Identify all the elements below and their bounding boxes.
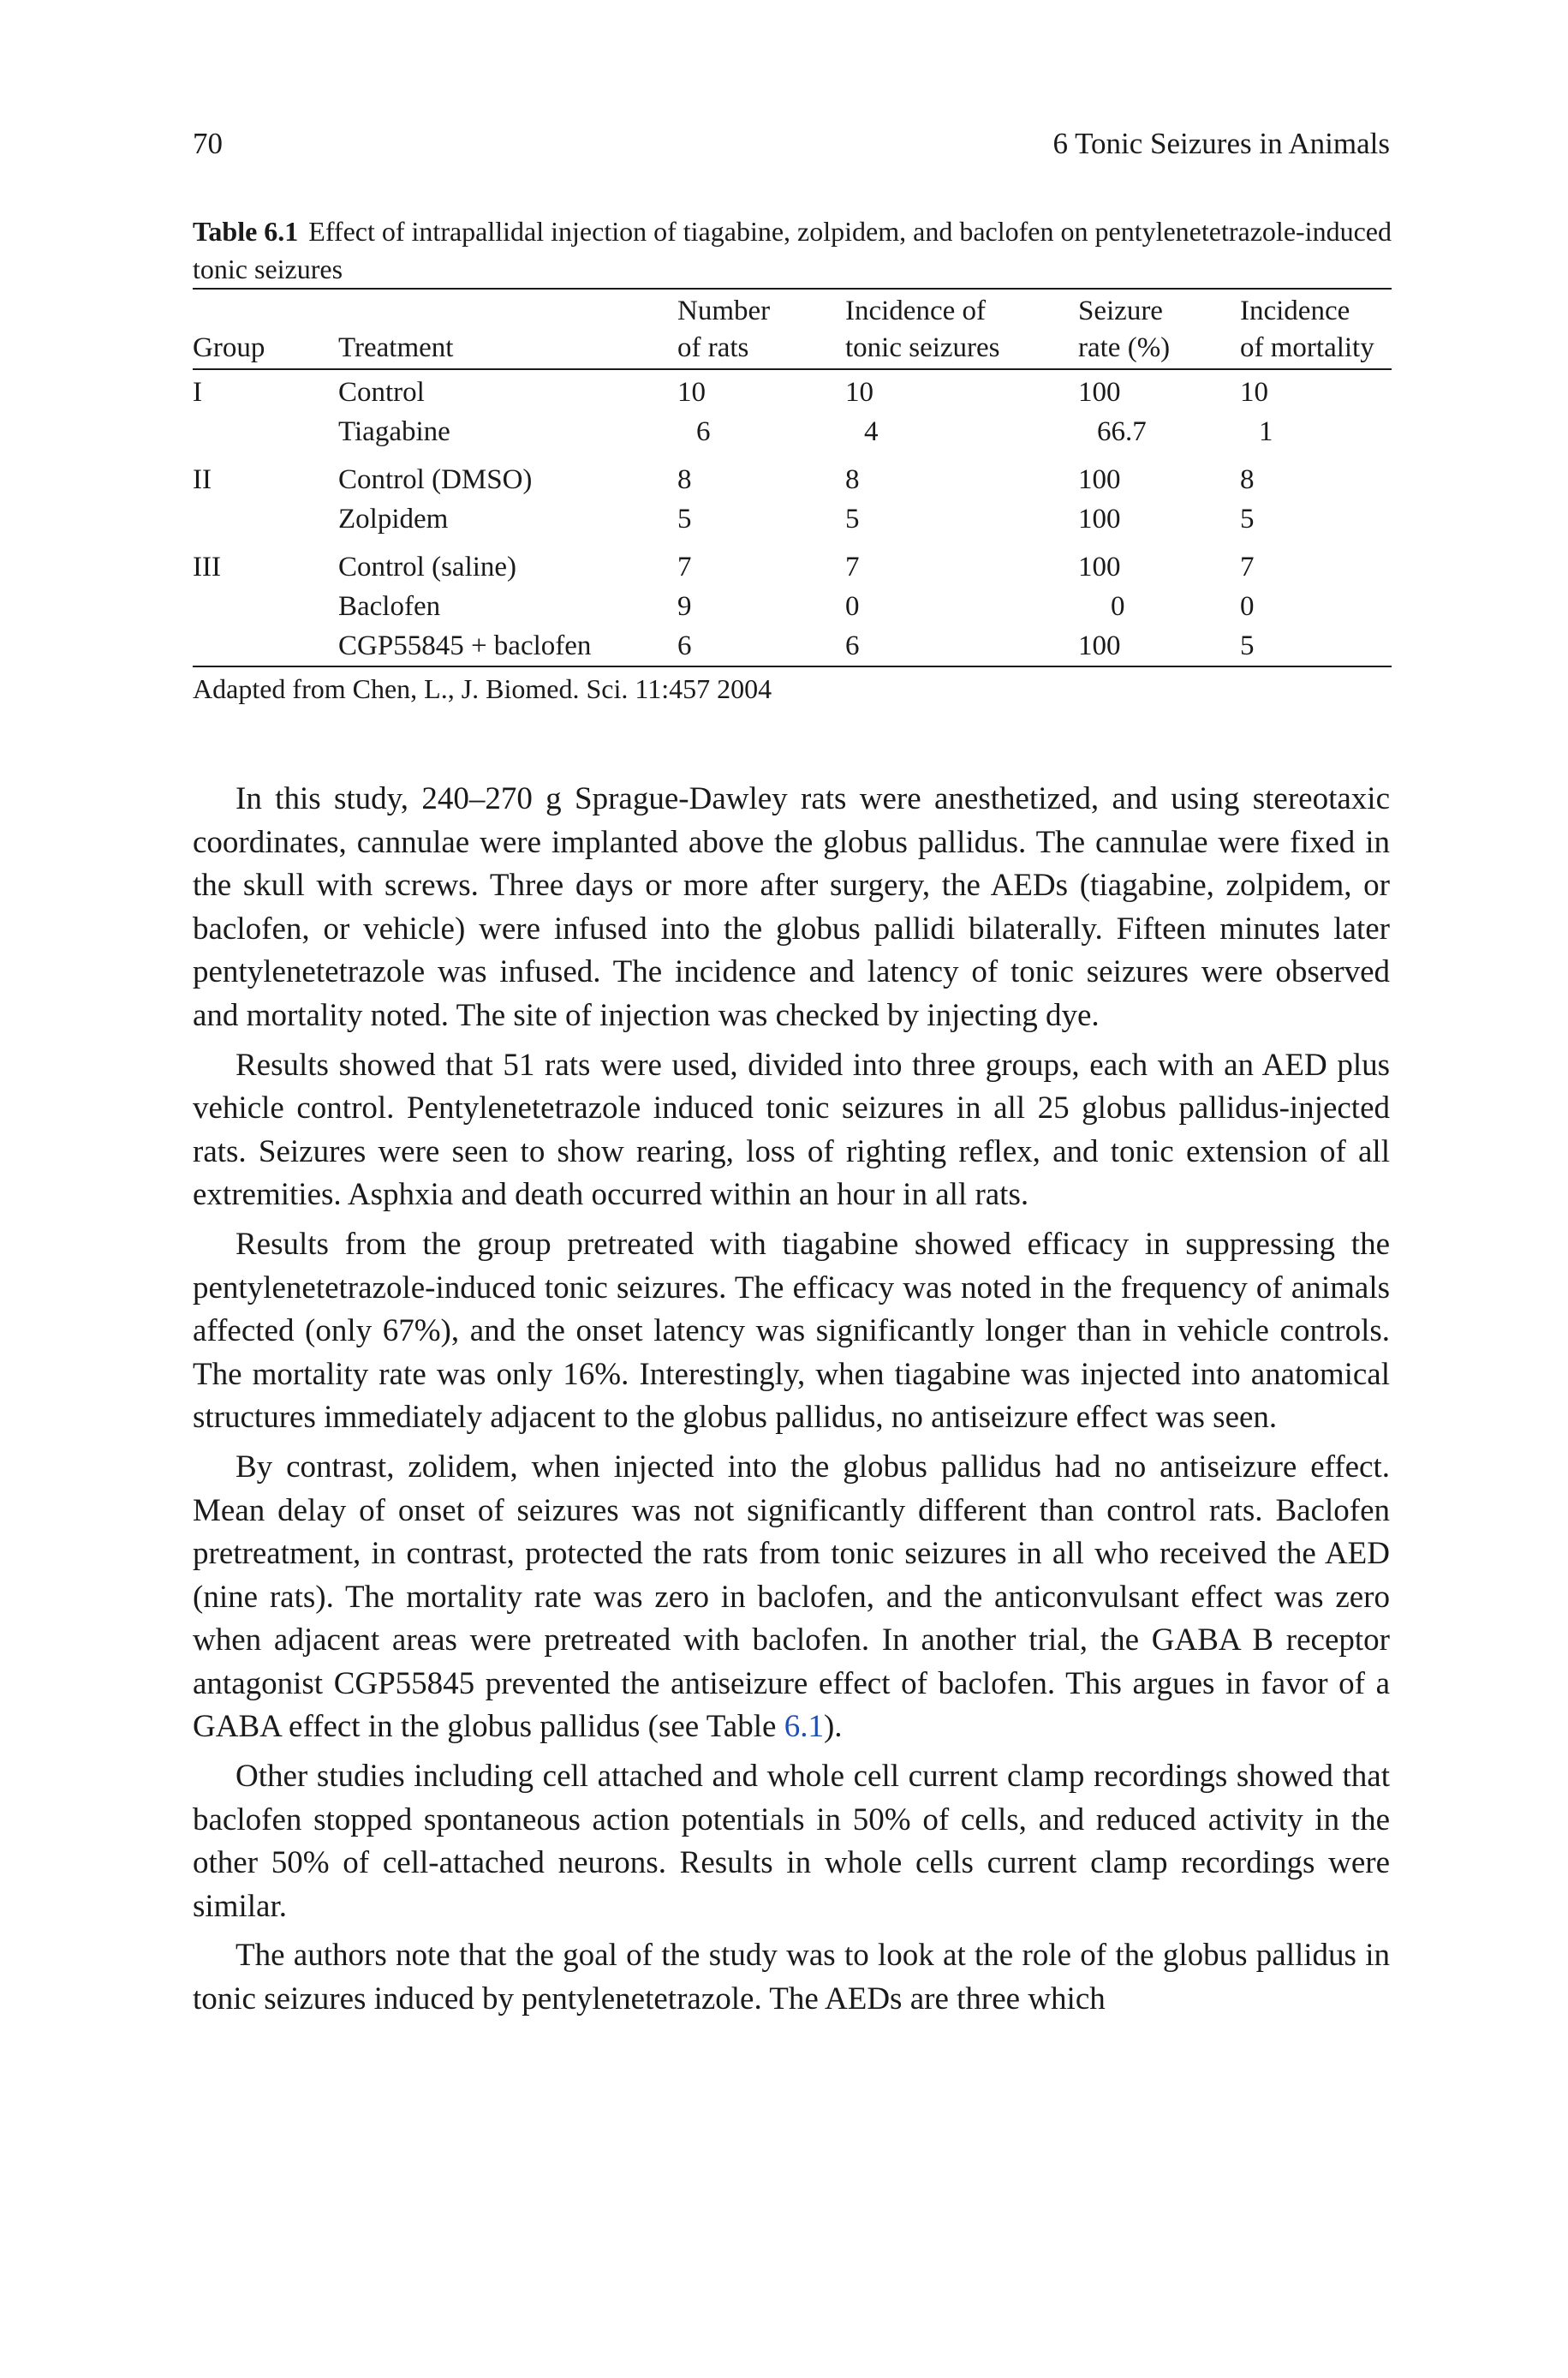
cell-group: [193, 626, 338, 666]
table-header-row: [193, 289, 1392, 369]
cell-mortality: 8: [1240, 464, 1255, 495]
paragraph: By contrast, zolidem, when injected into the globus pallidus had no antiseizure effect. Mean delay of onset of seizures was not significantly different than control rats. Baclofen pretreatment, in contrast, protected the rats from tonic seizures in all who received the AED (nine rats). The mortality rate was zero in baclofen, and the anticonvulsant effect was zero when adjacent areas were pretreated with baclofen. In another trial, the GABA B receptor antagonist CGP55845 prevented the antiseizure effect of baclofen. This argues in favor of a GABA effect in the globus pallidus (see Table 6.1).: [193, 1449, 1390, 1745]
table-row: [193, 412, 1392, 451]
header-treatment: Treatment: [338, 332, 454, 363]
paragraph: Results showed that 51 rats were used, divided into three groups, each with an AED plus vehicle control. Pentylenetetrazole induced tonic seizures in all 25 globus pallidus-injected rats. Seizures were seen to show rearing, loss of righting reflex, and tonic extension of all extremities. Asphxia and death occurred within an hour in all rats.: [193, 1047, 1390, 1213]
cell-treatment: Zolpidem: [338, 504, 449, 535]
paragraph: In this study, 240–270 g Sprague-Dawley rats were anesthetized, and using stereotaxic coordinates, cannulae were implanted above the globus pallidus. The cannulae were fixed in the skull with screws. Three days or more after surgery, the AEDs (tiagabine, zolpidem, or baclofen, or vehicle) were infused into the globus pallidi bilaterally. Fifteen minutes later pentylenetetrazole was infused. The incidence and latency of tonic seizures were observed and mortality noted. The site of injection was checked by injecting dye.: [193, 781, 1390, 1033]
table-caption: [193, 212, 1392, 288]
table-row: [193, 587, 1392, 626]
cell-mortality: 10: [1240, 377, 1268, 408]
cell-number: 9: [677, 591, 692, 622]
cell-rate: 100: [1078, 464, 1121, 495]
cell-treatment: Tiagabine: [338, 416, 450, 447]
header-number-of-rats: Number of rats: [677, 296, 771, 363]
paragraph: The authors note that the goal of the study was to look at the role of the globus pallidus in tonic seizures induced by pentylenetetrazole. The AEDs are three which: [193, 1938, 1390, 2017]
cell-incidence: 4: [864, 416, 879, 447]
cell-rate: 100: [1078, 630, 1121, 661]
header-seizure-rate: Seizure rate (%): [1078, 296, 1171, 363]
cell-number: 7: [677, 552, 692, 583]
cell-number: 5: [677, 504, 692, 535]
cell-group: [193, 499, 338, 539]
cell-number: 6: [696, 416, 711, 447]
cell-number: 6: [677, 630, 692, 661]
header-incidence-tonic: Incidence of tonic seizures: [845, 296, 1000, 363]
chapter-title: 6 Tonic Seizures in Animals: [1052, 127, 1390, 160]
cell-group: [193, 412, 338, 451]
paragraph: Other studies including cell attached and whole cell current clamp recordings showed that baclofen stopped spontaneous action potentials in 50% of cells, and reduced activity in the other 50% of cell-attached neurons. Results in whole cells current clamp recordings were similar.: [193, 1759, 1390, 1924]
cell-treatment: CGP55845 + baclofen: [338, 630, 592, 661]
table-caption-text: Effect of intrapallidal injection of tiagabine, zolpidem, and baclofen on pentylenetetrazole-induced tonic seizures: [193, 216, 1392, 284]
table-row: [193, 539, 1392, 587]
table-row: [193, 499, 1392, 539]
cell-mortality: 5: [1240, 504, 1255, 535]
cell-incidence: 0: [845, 591, 860, 622]
cell-rate: 100: [1078, 504, 1121, 535]
cell-treatment: Control: [338, 377, 425, 408]
cell-number: 10: [677, 377, 706, 408]
cell-treatment: Control (DMSO): [338, 464, 533, 495]
page-number: 70: [193, 127, 223, 160]
cell-mortality: 0: [1240, 591, 1255, 622]
cell-number: 8: [677, 464, 692, 495]
cell-treatment: Control (saline): [338, 552, 517, 583]
cell-rate: 0: [1111, 591, 1125, 622]
cell-group: III: [193, 552, 221, 583]
cell-treatment: Baclofen: [338, 591, 441, 622]
table-row: [193, 369, 1392, 412]
cell-group: [193, 587, 338, 626]
cell-mortality: 7: [1240, 552, 1255, 583]
results-table: [193, 288, 1392, 667]
cell-incidence: 10: [845, 377, 873, 408]
cell-mortality: 1: [1259, 416, 1273, 447]
table-row: [193, 451, 1392, 499]
table-source-note: Adapted from Chen, L., J. Biomed. Sci. 11:457 2004: [193, 673, 772, 704]
cell-group: II: [193, 464, 212, 495]
cell-rate: 100: [1078, 377, 1121, 408]
table-row: [193, 626, 1392, 666]
cell-mortality: 5: [1240, 630, 1255, 661]
cell-group: I: [193, 377, 202, 408]
table-reference-link[interactable]: 6.1: [784, 1709, 824, 1745]
cell-incidence: 6: [845, 630, 860, 661]
paragraph: Results from the group pretreated with tiagabine showed efficacy in suppressing the pentylenetetrazole-induced tonic seizures. The efficacy was noted in the frequency of animals affected (only 67%), and the onset latency was significantly longer than in vehicle controls. The mortality rate was only 16%. Interestingly, when tiagabine was injected into anatomical structures immediately adjacent to the globus pallidus, no antiseizure effect was seen.: [193, 1226, 1390, 1436]
header-incidence-mortality: Incidence of mortality: [1240, 296, 1374, 363]
table-label: Table 6.1: [193, 216, 299, 247]
cell-incidence: 8: [845, 464, 860, 495]
cell-rate: 100: [1078, 552, 1121, 583]
cell-rate: 66.7: [1097, 416, 1147, 447]
body-text: [193, 778, 1390, 2028]
cell-incidence: 7: [845, 552, 860, 583]
running-head: [193, 125, 1390, 163]
header-group: Group: [193, 332, 265, 363]
cell-incidence: 5: [845, 504, 860, 535]
